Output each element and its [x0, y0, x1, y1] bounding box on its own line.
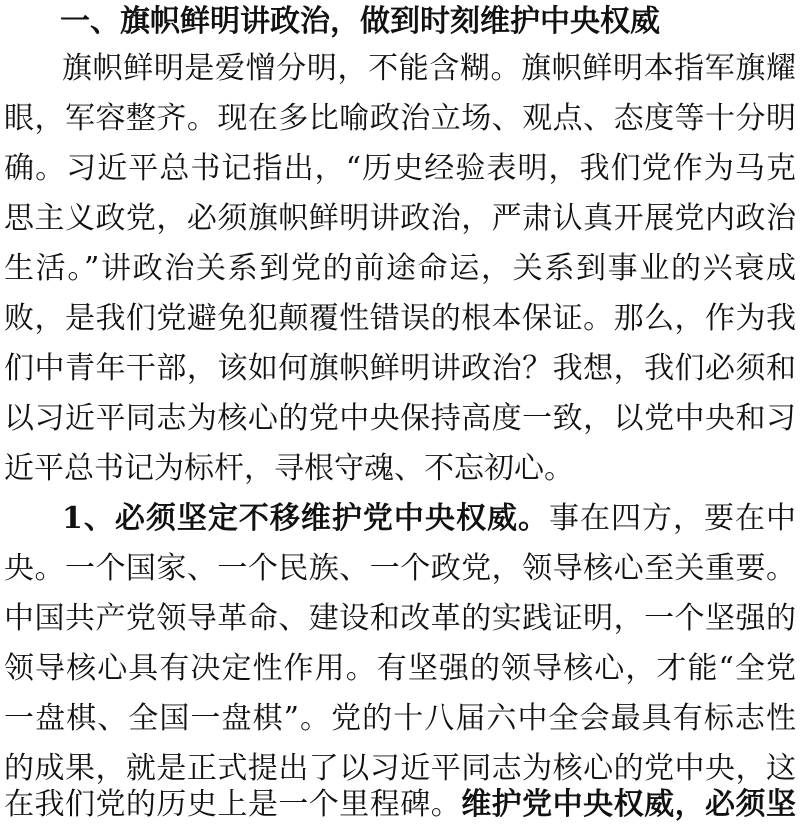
- paragraph-line: 近平总书记为标杆，寻根守魂、不忘初心。: [4, 451, 574, 486]
- paragraph-line: 一盘棋、全国一盘棋”。党的十八届六中全会最具有标志性: [4, 701, 796, 736]
- paragraph-line: 旗帜鲜明是爱憎分明，不能含糊。旗帜鲜明本指军旗耀: [62, 51, 796, 86]
- paragraph-line: 确。习近平总书记指出，“历史经验表明，我们党作为马克: [4, 151, 796, 186]
- subsection-title: 1、必须坚定不移维护党中央权威。: [62, 501, 549, 536]
- paragraph-line: 的成果，就是正式提出了以习近平同志为核心的党中央，这: [4, 751, 796, 786]
- paragraph-line: 央。一个国家、一个民族、一个政党，领导核心至关重要。: [4, 551, 796, 586]
- paragraph-line: 领导核心具有决定性作用。有坚强的领导核心，才能“全党: [4, 651, 796, 686]
- paragraph-line: 思主义政党，必须旗帜鲜明讲政治，严肃认真开展党内政治: [4, 201, 796, 236]
- paragraph-line: 生活。”讲政治关系到党的前途命运，关系到事业的兴衰成: [4, 251, 796, 286]
- paragraph-line: [0, 494, 800, 544]
- section-heading: 一、旗帜鲜明讲政治，做到时刻维护中央权威: [60, 4, 660, 39]
- paragraph-line: 中国共产党领导革命、建设和改革的实践证明，一个坚强的: [4, 601, 796, 636]
- paragraph-line: 以习近平同志为核心的党中央保持高度一致，以党中央和习: [4, 401, 796, 436]
- emphasis-text: 维护党中央权威，必须坚: [461, 787, 797, 822]
- paragraph-line: 们中青年干部，该如何旗帜鲜明讲政治？我想，我们必须和: [4, 351, 796, 386]
- paragraph-text: 在我们党的历史上是一个里程碑。: [4, 787, 462, 822]
- paragraph-line: [0, 780, 800, 830]
- paragraph-line: 败，是我们党避免犯颠覆性错误的根本保证。那么，作为我: [4, 301, 796, 336]
- paragraph-text: 事在四方，要在中: [548, 501, 797, 536]
- paragraph-line: 眼，军容整齐。现在多比喻政治立场、观点、态度等十分明: [4, 101, 796, 136]
